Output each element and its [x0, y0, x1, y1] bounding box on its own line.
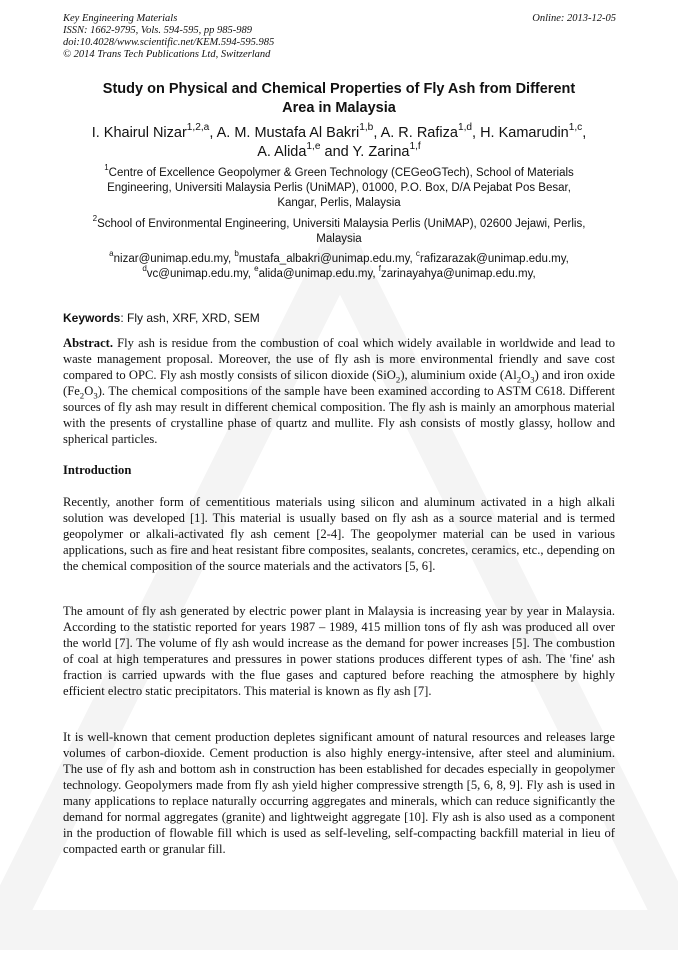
author-sep: ,: [472, 125, 481, 141]
author-sep: ,: [209, 125, 217, 141]
affiliation-line: Kangar, Perlis, Malaysia: [277, 197, 401, 209]
author-sup: 1,2,a: [186, 122, 210, 134]
keywords-text: : Fly ash, XRF, XRD, SEM: [120, 311, 260, 325]
journal-issn: ISSN: 1662-9795, Vols. 594-595, pp 985-989: [63, 25, 252, 36]
email-sup: f: [378, 264, 382, 274]
journal-header: [63, 13, 274, 61]
email-sup: a: [109, 249, 114, 259]
email-address: mustafa_albakri@unimap.edu.my,: [238, 253, 416, 265]
paragraph: The amount of fly ash generated by electric power plant in Malaysia is increasing year by year in Malaysia. According to the statistic reported for years 1987 – 1989, 415 million tons of fly ash was produced all over the world [7]. The volume of fly ash would increase as the demand for power increases [5]. The combustion of coal at high temperatures and pressures in power stations produces different types of ash. The 'fine' ash fraction is carried upwards with the flue gases and captured before reaching the atmosphere by highly efficient electro static precipitators. This material is known as fly ash [7].: [63, 604, 615, 698]
abstract-text: ). The chemical compositions of the sample have been examined according to ASTM C618. Different sources of fly ash may result in different chemical composition. The fly ash is mainly an amorphous material with the presents of crystalline phase of quartz and mullite. Fly ash consists of mostly glassy, hollow and spherical particles.: [63, 384, 615, 446]
author-name: A. Alida: [257, 144, 307, 160]
paper-title: [63, 80, 615, 118]
abstract-sub: 3: [530, 374, 535, 385]
abstract-text: O: [521, 368, 531, 382]
affiliation-line: School of Environmental Engineering, Universiti Malaysia Perlis (UniMAP), 02600 Jejawi, Perlis,: [97, 218, 586, 230]
abstract-text: ) and iron oxide (Fe: [63, 368, 616, 398]
email-address: nizar@unimap.edu.my,: [113, 253, 235, 265]
abstract-sub: 3: [93, 390, 98, 401]
author-sup: 1,c: [568, 122, 583, 134]
author-sep: ,: [582, 125, 587, 141]
author-sep: ,: [373, 125, 381, 141]
paragraph: Recently, another form of cementitious materials using silicon and aluminum activated in a high alkali solution was developed [1]. This material is usually based on fly ash as a source material and is termed geopolymer or alkali-activated fly ash cement [2-4]. The geopolymer material can be used in various applications, such as fire and heat resistant fibre composites, sealants, concretes, ceramics, etc., depending on the chemical composition of the source materials and the activators [5, 6].: [63, 495, 615, 573]
abstract-sub: 2: [516, 374, 522, 385]
title-line-2: Area in Malaysia: [282, 100, 396, 116]
author-name: Y. Zarina: [352, 144, 410, 160]
journal-name: Key Engineering Materials: [63, 13, 178, 24]
email-address: rafizarazak@unimap.edu.my,: [419, 253, 569, 265]
email-sup: e: [254, 264, 259, 274]
email-address: alida@unimap.edu.my,: [258, 268, 379, 280]
abstract-label: Abstract.: [63, 336, 114, 350]
abstract-sub: 2: [395, 374, 401, 385]
affiliation-sup: 2: [92, 214, 98, 224]
author-list: [50, 124, 628, 162]
keywords: [63, 311, 260, 326]
keywords-label: Keywords: [63, 311, 121, 325]
email-sup: b: [234, 249, 239, 259]
email-sup: d: [142, 264, 147, 274]
author-name: A. R. Rafiza: [380, 125, 458, 141]
affiliation-2: [63, 214, 615, 247]
abstract-text: Fly ash is residue from the combustion of coal which widely available in worldwide and lead to waste management proposal. Moreover, the use of fly ash is more environmental friendly and save cost compared to OPC. Fly ash mostly consists of silicon dioxide (SiO: [63, 336, 615, 382]
section-heading-introduction: Introduction: [63, 463, 132, 477]
abstract-text: ), aluminium oxide (Al: [400, 368, 517, 382]
abstract-sub: 2: [79, 390, 85, 401]
affiliation-1: [63, 163, 615, 211]
journal-doi: doi:10.4028/www.scientific.net/KEM.594-595.985: [63, 37, 275, 48]
author-sep: and: [320, 144, 353, 160]
author-sup: 1,f: [409, 141, 421, 153]
author-name: H. Kamarudin: [480, 125, 569, 141]
email-list: [63, 249, 615, 282]
email-address: vc@unimap.edu.my,: [146, 268, 255, 280]
online-date: Online: 2013-12-05: [532, 13, 616, 24]
journal-copyright: © 2014 Trans Tech Publications Ltd, Switzerland: [63, 49, 271, 60]
author-name: I. Khairul Nizar: [91, 125, 187, 141]
affiliation-line: Engineering, Universiti Malaysia Perlis (UniMAP), 01000, P.O. Box, D/A Pejabat Pos Besar,: [107, 182, 571, 194]
affiliation-sup: 1: [104, 163, 109, 173]
author-sup: 1,d: [457, 122, 473, 134]
email-sup: c: [415, 249, 420, 259]
affiliation-line: Malaysia: [316, 233, 362, 245]
author-sup: 1,b: [359, 122, 374, 134]
affiliation-line: Centre of Excellence Geopolymer & Green Technology (CEGeoGTech), School of Materials: [108, 167, 574, 179]
abstract: [63, 335, 615, 447]
email-address: zarinayahya@unimap.edu.my,: [381, 268, 536, 280]
title-line-1: Study on Physical and Chemical Properties of Fly Ash from Different: [102, 81, 576, 97]
abstract-text: O: [84, 384, 94, 398]
author-name: A. M. Mustafa Al Bakri: [216, 125, 360, 141]
author-sup: 1,e: [306, 141, 321, 153]
paragraph: It is well-known that cement production depletes significant amount of natural resources and releases large volumes of carbon-dioxide. Cement production is also highly energy-intensive, after steel and aluminium. The use of fly ash and bottom ash in construction has been established for decades especially in geopolymer technology. Geopolymers made from fly ash yield higher compressive strength [5, 6, 8, 9]. Fly ash is used in many applications to replace naturally occurring aggregates and minerals, which can reduce significantly the demand for normal aggregates (granite) and lightweight aggregate [10]. Fly ash is also used as a component in the production of flowable fill which is used as self-leveling, self-compacting backfill material in lieu of compacted earth or granular fill.: [63, 730, 615, 856]
